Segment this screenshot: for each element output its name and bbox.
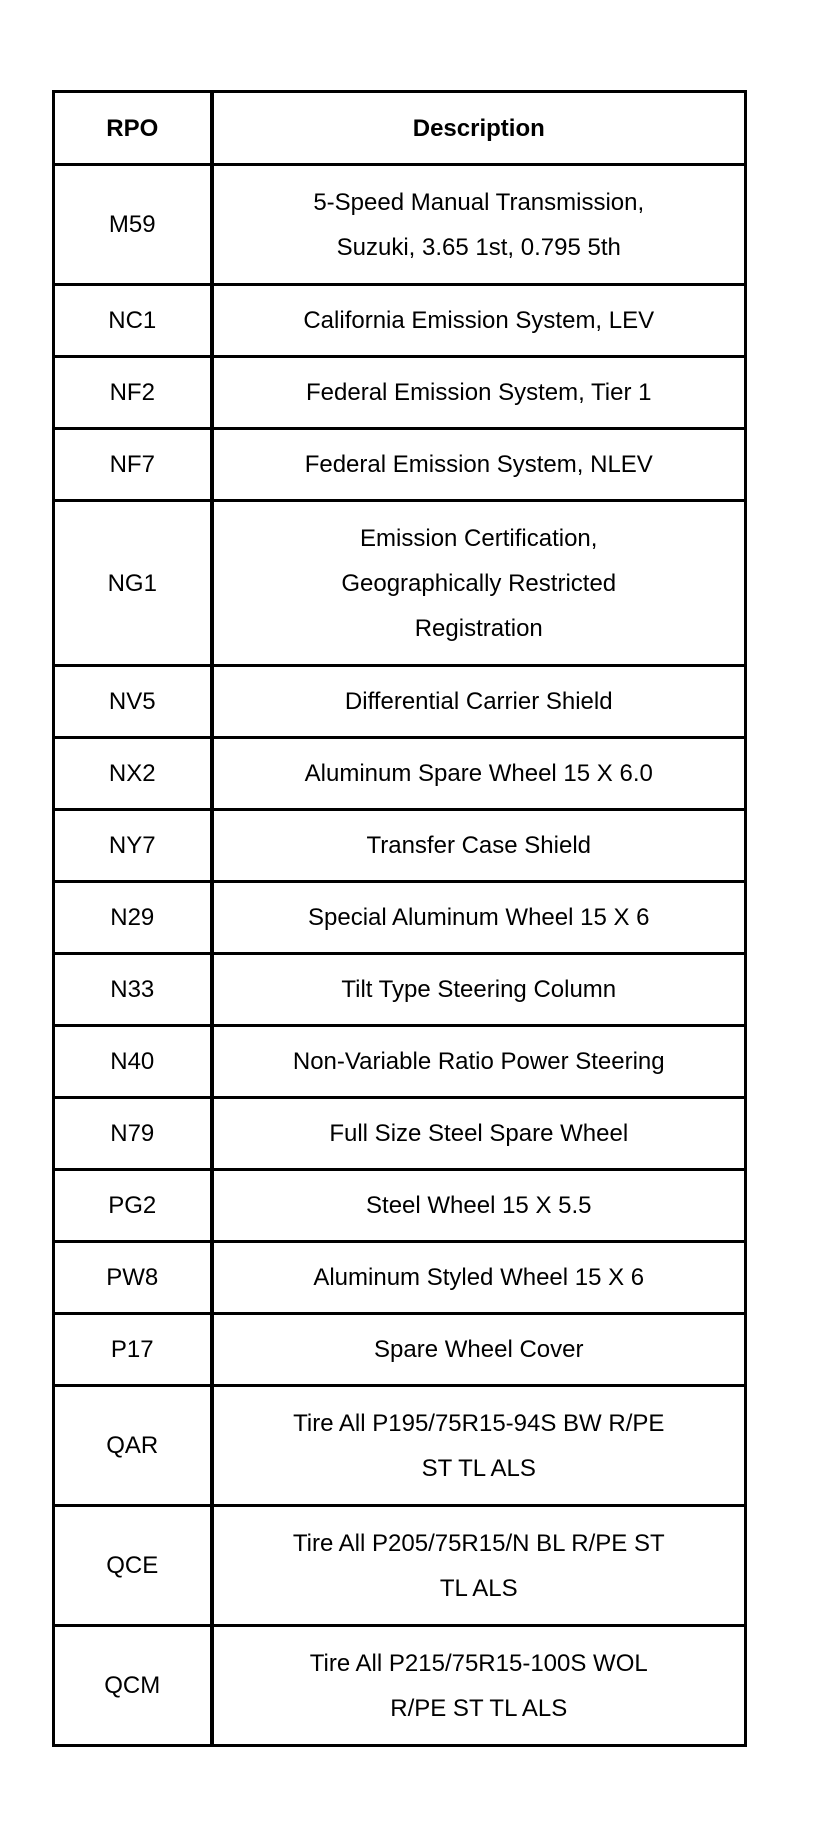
description-line: Aluminum Styled Wheel 15 X 6 bbox=[313, 1264, 645, 1291]
description-line: California Emission System, LEV bbox=[303, 307, 655, 334]
description-line: Tire All P215/75R15-100S WOL bbox=[309, 1649, 648, 1677]
description-cell bbox=[212, 501, 746, 666]
rpo-code-cell: NF7 bbox=[54, 429, 212, 501]
table-row bbox=[54, 738, 746, 810]
table-row bbox=[54, 357, 746, 429]
rpo-code-cell: N33 bbox=[54, 954, 212, 1026]
description-line: Aluminum Spare Wheel 15 X 6.0 bbox=[304, 760, 653, 787]
description-cell bbox=[212, 165, 746, 285]
description-line: 5-Speed Manual Transmission, bbox=[313, 188, 645, 216]
description-line: Transfer Case Shield bbox=[366, 832, 592, 859]
description-cell bbox=[212, 1386, 746, 1506]
description-cell bbox=[212, 1098, 746, 1170]
description-line: Federal Emission System, NLEV bbox=[304, 451, 653, 478]
table-row bbox=[54, 1314, 746, 1386]
description-line: Tilt Type Steering Column bbox=[341, 976, 617, 1003]
table-row bbox=[54, 954, 746, 1026]
description-line: ST TL ALS bbox=[421, 1454, 536, 1482]
description-line: Spare Wheel Cover bbox=[374, 1336, 584, 1363]
table-row bbox=[54, 429, 746, 501]
description-line: Emission Certification, bbox=[360, 524, 598, 552]
rpo-code-cell: NC1 bbox=[54, 285, 212, 357]
rpo-code-cell: NF2 bbox=[54, 357, 212, 429]
description-line: Special Aluminum Wheel 15 X 6 bbox=[307, 904, 650, 931]
description-line: R/PE ST TL ALS bbox=[390, 1694, 568, 1722]
description-line: Full Size Steel Spare Wheel bbox=[329, 1120, 629, 1147]
rpo-code-cell: PW8 bbox=[54, 1242, 212, 1314]
description-line: Tire All P195/75R15-94S BW R/PE bbox=[293, 1409, 665, 1437]
rpo-code-cell: QCM bbox=[54, 1626, 212, 1746]
rpo-column-header: RPO bbox=[54, 92, 212, 165]
rpo-code-cell: QAR bbox=[54, 1386, 212, 1506]
description-cell bbox=[212, 357, 746, 429]
header-row bbox=[54, 92, 746, 165]
description-cell bbox=[212, 882, 746, 954]
description-cell bbox=[212, 1026, 746, 1098]
rpo-code-cell: P17 bbox=[54, 1314, 212, 1386]
description-line: Geographically Restricted bbox=[341, 569, 617, 597]
description-column-header: Description bbox=[212, 92, 746, 165]
description-cell bbox=[212, 954, 746, 1026]
rpo-code-cell: N40 bbox=[54, 1026, 212, 1098]
description-line: Steel Wheel 15 X 5.5 bbox=[366, 1192, 592, 1219]
table-row bbox=[54, 882, 746, 954]
description-line: Tire All P205/75R15/N BL R/PE ST bbox=[292, 1529, 665, 1557]
description-cell bbox=[212, 1314, 746, 1386]
description-line: Registration bbox=[414, 614, 543, 642]
table-row bbox=[54, 1626, 746, 1746]
table-row bbox=[54, 1026, 746, 1098]
rpo-table bbox=[52, 90, 747, 1747]
description-cell bbox=[212, 1626, 746, 1746]
description-line: Federal Emission System, Tier 1 bbox=[306, 379, 652, 406]
rpo-code-cell: N29 bbox=[54, 882, 212, 954]
rpo-code-cell: NY7 bbox=[54, 810, 212, 882]
description-line: Differential Carrier Shield bbox=[344, 688, 613, 715]
table-row bbox=[54, 666, 746, 738]
description-cell bbox=[212, 1506, 746, 1626]
table-body bbox=[54, 165, 746, 1746]
table-row bbox=[54, 1242, 746, 1314]
description-line: Suzuki, 3.65 1st, 0.795 5th bbox=[336, 233, 621, 261]
description-cell bbox=[212, 666, 746, 738]
rpo-code-cell: NG1 bbox=[54, 501, 212, 666]
description-line: Non-Variable Ratio Power Steering bbox=[292, 1048, 665, 1075]
table-row bbox=[54, 810, 746, 882]
description-cell bbox=[212, 1242, 746, 1314]
table-row bbox=[54, 501, 746, 666]
table-row bbox=[54, 285, 746, 357]
rpo-code-cell: NV5 bbox=[54, 666, 212, 738]
description-cell bbox=[212, 738, 746, 810]
description-line: TL ALS bbox=[439, 1574, 518, 1602]
table-row bbox=[54, 1386, 746, 1506]
description-cell bbox=[212, 285, 746, 357]
description-cell bbox=[212, 429, 746, 501]
table-row bbox=[54, 1170, 746, 1242]
table-row bbox=[54, 1098, 746, 1170]
description-cell bbox=[212, 810, 746, 882]
table-row bbox=[54, 1506, 746, 1626]
description-cell bbox=[212, 1170, 746, 1242]
rpo-code-cell: QCE bbox=[54, 1506, 212, 1626]
rpo-code-cell: PG2 bbox=[54, 1170, 212, 1242]
rpo-code-cell: NX2 bbox=[54, 738, 212, 810]
rpo-code-cell: M59 bbox=[54, 165, 212, 285]
table-row bbox=[54, 165, 746, 285]
rpo-code-cell: N79 bbox=[54, 1098, 212, 1170]
